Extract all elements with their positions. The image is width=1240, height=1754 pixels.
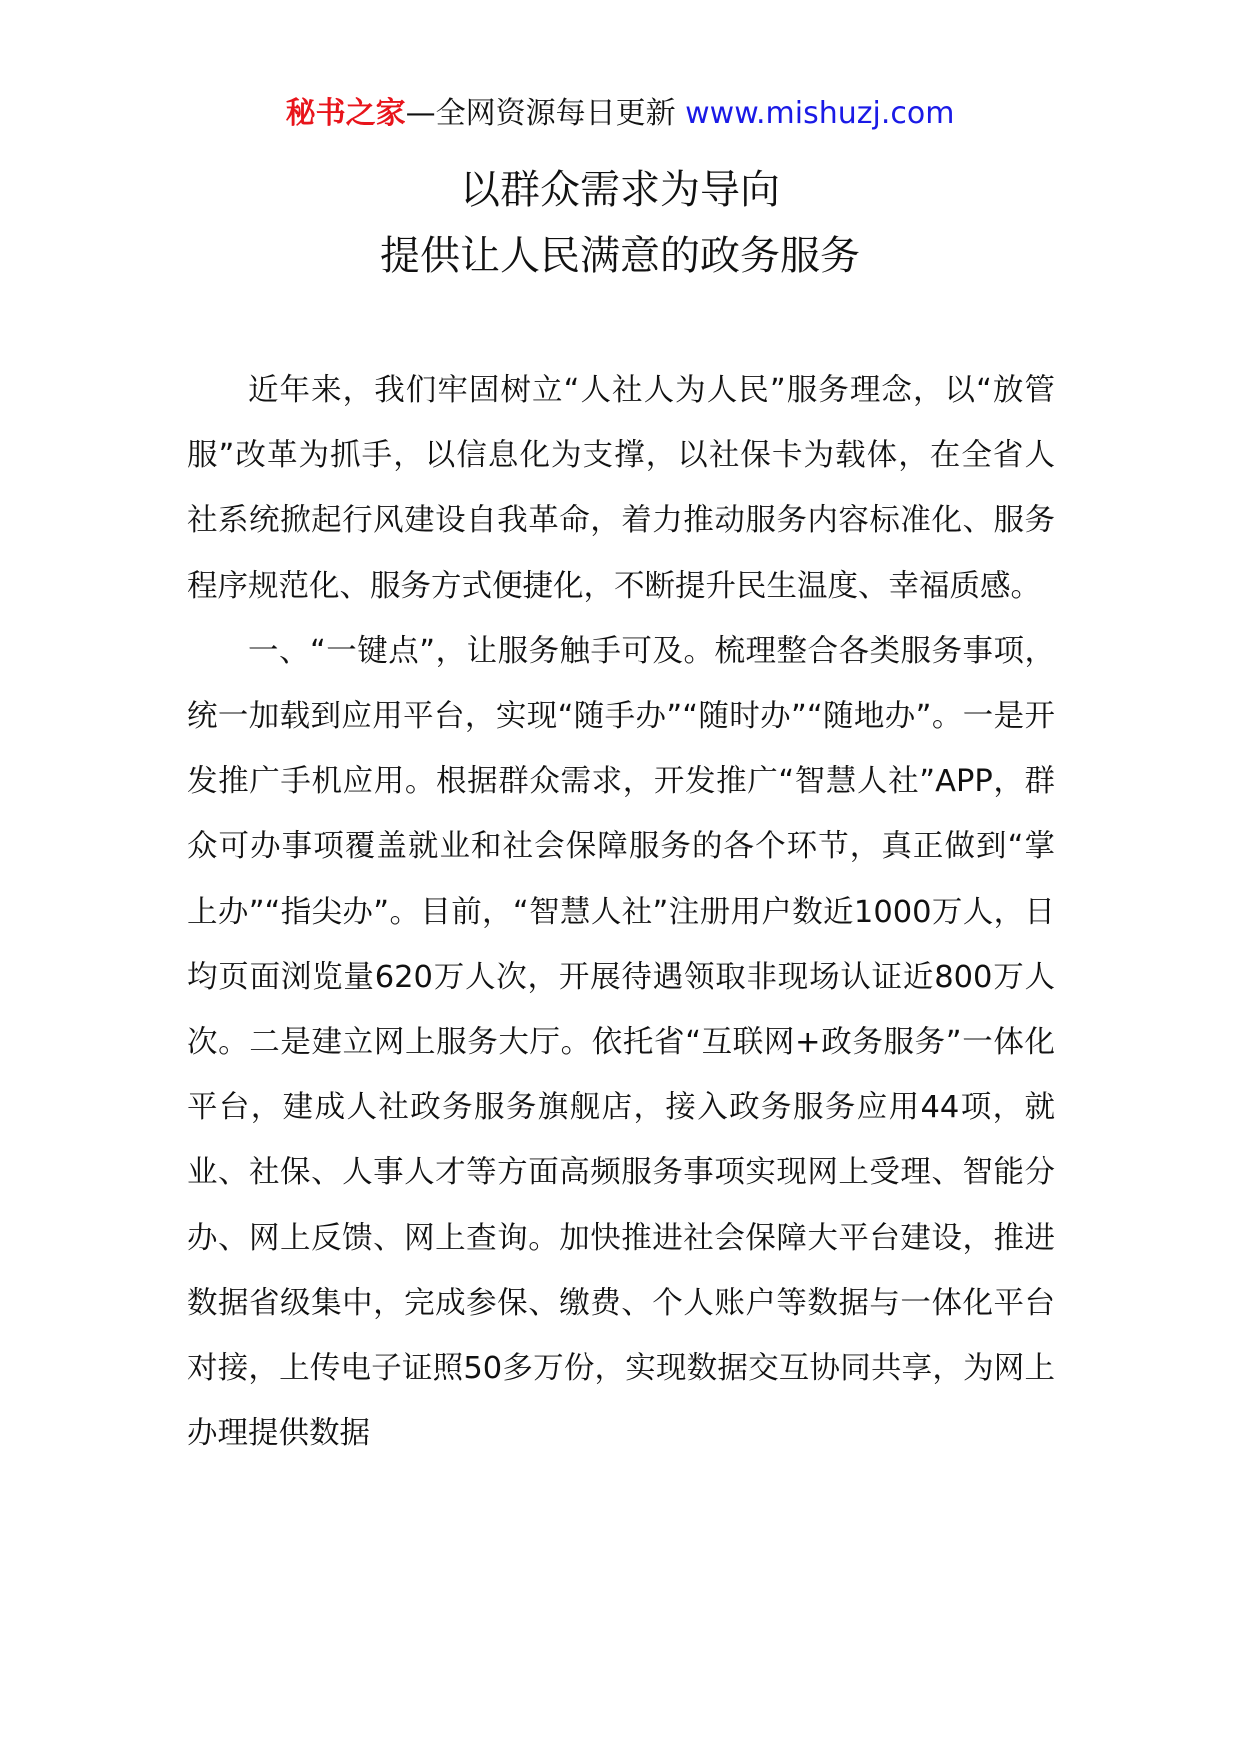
paragraph-intro: 近年来，我们牢固树立“人社人为人民”服务理念，以“放管服”改革为抓手，以信息化为支撑，以社保卡为载体，在全省人社系统掀起行风建设自我革命，着力推动服务内容标准化、服务程序规范化、服务方式便捷化，不断提升民生温度、幸福质感。 bbox=[187, 373, 1055, 604]
site-url-link[interactable]: www.mishuzj.com bbox=[685, 96, 955, 131]
site-tagline: —全网资源每日更新 bbox=[405, 96, 676, 131]
document-title-line-2: 提供让人民满意的政务服务 bbox=[380, 233, 860, 279]
document-title-line-1: 以群众需求为导向 bbox=[460, 167, 780, 213]
paragraph-section-1: 一、“一键点”，让服务触手可及。梳理整合各类服务事项，统一加载到应用平台，实现“随手办”“随时办”“随地办”。一是开发推广手机应用。根据群众需求，开发推广“智慧人社”APP，群众可办事项覆盖就业和社会保障服务的各个环节，真正做到“掌上办”“指尖办”。目前，“智慧人社”注册用户数近1000万人，日均页面浏览量620万人次，开展待遇领取非现场认证近800万人次。二是建立网上服务大厅。依托省“互联网+政务服务”一体化平台，建成人社政务服务旗舰店，接入政务服务应用44项，就业、社保、人事人才等方面高频服务事项实现网上受理、智能分办、网上反馈、网上查询。加快推进社会保障大平台建设，推进数据省级集中，完成参保、缴费、个人账户等数据与一体化平台对接，上传电子证照50多万份，实现数据交互协同共享，为网上办理提供数据 bbox=[187, 633, 1055, 1452]
document-body bbox=[187, 358, 1055, 1466]
site-header bbox=[0, 96, 1240, 132]
site-brand: 秘书之家 bbox=[285, 96, 406, 131]
